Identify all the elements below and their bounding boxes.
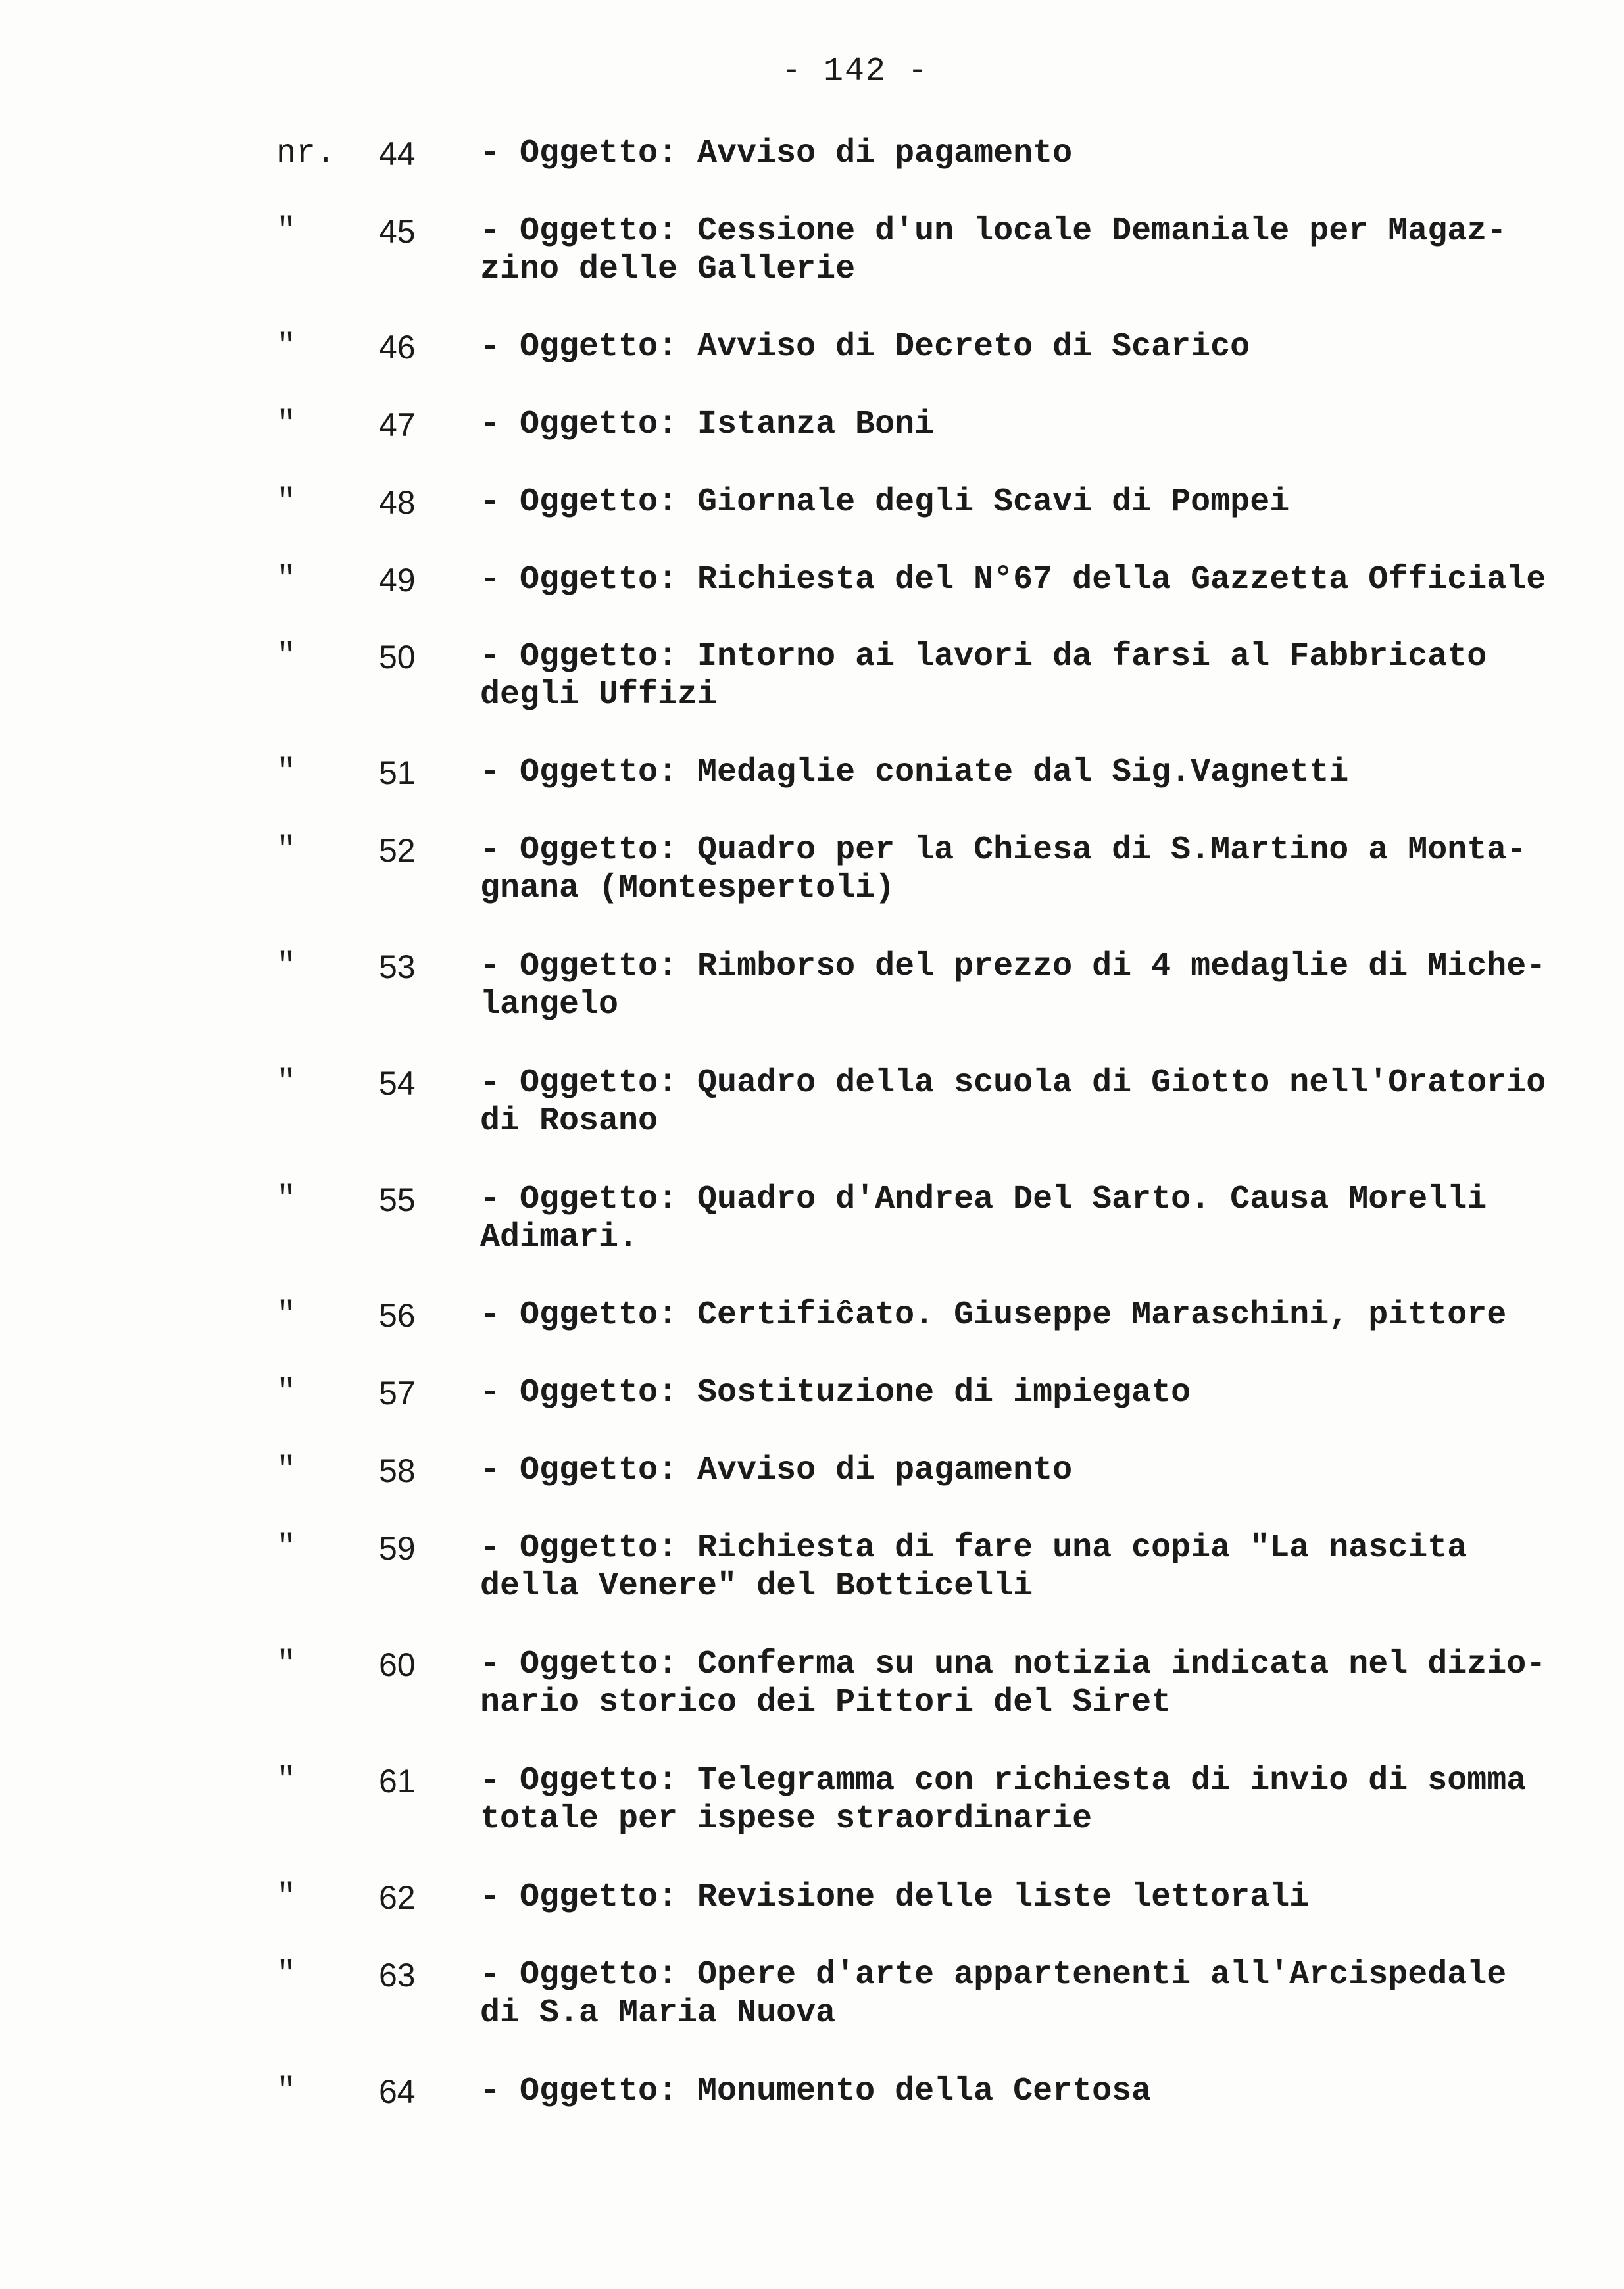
entry-subject-line: - Oggetto: Quadro d'Andrea Del Sarto. Causa Morelli (480, 1181, 1487, 1218)
entry-number: 58 (379, 1452, 416, 1489)
page-number: - 142 - (781, 53, 929, 90)
entry-subject (480, 483, 1552, 522)
entry-subject-line: - Oggetto: Quadro della scuola di Giotto nell'Oratorio (480, 1064, 1546, 1102)
entry-subject (480, 638, 1552, 714)
entry-subject-line: - Oggetto: Medaglie coniate dal Sig.Vagnetti (480, 754, 1349, 791)
entry-subject-line: - Oggetto: Giornale degli Scavi di Pompei (480, 483, 1290, 521)
entry-prefix: " (276, 328, 297, 366)
entry-subject-line: - Oggetto: Certifiĉato. Giuseppe Maraschini, pittore (480, 1296, 1507, 1334)
entry-prefix: " (276, 1529, 297, 1567)
entry-number: 46 (379, 329, 416, 366)
entry-number: 52 (379, 832, 416, 869)
entry-subject-line: langelo (480, 986, 619, 1023)
entry-subject (480, 754, 1552, 792)
entry-subject (480, 948, 1552, 1024)
entry-subject (480, 1762, 1552, 1838)
entry-prefix: " (276, 754, 297, 791)
entry-subject-line: - Oggetto: Monumento della Certosa (480, 2073, 1152, 2110)
entry-number: 44 (379, 135, 416, 172)
entry-subject-line: di Rosano (480, 1102, 658, 1140)
entry-subject-line: - Oggetto: Opere d'arte appartenenti all'Arcispedale (480, 1956, 1507, 1994)
entry-subject (480, 831, 1552, 908)
entry-subject-line: Adimari. (480, 1219, 639, 1256)
entry-subject (480, 1956, 1552, 2032)
entry-subject (480, 135, 1552, 173)
entry-prefix: " (276, 483, 297, 521)
entry-number: 62 (379, 1879, 416, 1916)
entry-subject-line: - Oggetto: Cessione d'un locale Demaniale per Magaz- (480, 212, 1507, 250)
entry-subject (480, 2073, 1552, 2111)
entry-prefix: " (276, 1296, 297, 1334)
entry-prefix: " (276, 1956, 297, 1994)
entry-number: 45 (379, 213, 416, 250)
entry-subject-line: - Oggetto: Conferma su una notizia indicata nel dizio- (480, 1646, 1546, 1683)
entry-prefix: " (276, 406, 297, 443)
entry-subject-line: gnana (Montespertoli) (480, 870, 895, 907)
entry-subject (480, 1879, 1552, 1917)
entry-subject (480, 1646, 1552, 1722)
entry-prefix: " (276, 1181, 297, 1218)
entry-prefix: " (276, 1452, 297, 1489)
entry-subject-line: - Oggetto: Istanza Boni (480, 406, 935, 443)
entry-prefix: " (276, 638, 297, 676)
entry-subject (480, 1181, 1552, 1257)
entry-prefix: " (276, 561, 297, 599)
entry-subject-line: della Venere" del Botticelli (480, 1567, 1033, 1605)
entry-prefix: " (276, 1646, 297, 1683)
entry-number: 56 (379, 1297, 416, 1334)
entry-subject-line: - Oggetto: Sostituzione di impiegato (480, 1374, 1191, 1412)
entry-number: 53 (379, 948, 416, 985)
entry-number: 55 (379, 1181, 416, 1218)
entry-prefix: " (276, 1879, 297, 1916)
entry-subject-line: - Oggetto: Telegramma con richiesta di invio di somma (480, 1762, 1527, 1800)
entry-number: 51 (379, 754, 416, 791)
entry-prefix: " (276, 212, 297, 250)
entry-subject-line: - Oggetto: Revisione delle liste lettorali (480, 1879, 1310, 1916)
entry-subject (480, 1374, 1552, 1412)
entry-subject-line: - Oggetto: Richiesta del N°67 della Gazzetta Officiale (480, 561, 1546, 599)
entry-subject (480, 212, 1552, 289)
entry-number: 47 (379, 406, 416, 443)
entry-subject (480, 1529, 1552, 1606)
entry-subject (480, 1452, 1552, 1490)
entry-number: 59 (379, 1530, 416, 1567)
entry-subject-line: totale per ispese straordinarie (480, 1800, 1093, 1838)
entry-number: 64 (379, 2073, 416, 2110)
entry-prefix: " (276, 1064, 297, 1102)
entry-prefix: " (276, 831, 297, 869)
entry-number: 57 (379, 1375, 416, 1412)
entry-subject (480, 406, 1552, 444)
entry-subject (480, 561, 1552, 599)
entry-number: 61 (379, 1763, 416, 1800)
entry-prefix: " (276, 1374, 297, 1412)
entry-number: 60 (379, 1646, 416, 1683)
entry-subject (480, 1296, 1552, 1335)
entry-number: 50 (379, 639, 416, 676)
entry-subject-line: nario storico dei Pittori del Siret (480, 1684, 1171, 1721)
entry-number: 54 (379, 1065, 416, 1102)
entry-number: 49 (379, 562, 416, 599)
entry-number: 63 (379, 1957, 416, 1994)
entry-subject-line: zino delle Gallerie (480, 251, 856, 288)
entry-subject (480, 328, 1552, 366)
entry-number: 48 (379, 484, 416, 521)
entry-subject-line: degli Uffizi (480, 676, 718, 714)
entry-subject-line: - Oggetto: Avviso di pagamento (480, 1452, 1073, 1489)
entry-subject-line: - Oggetto: Intorno ai lavori da farsi al Fabbricato (480, 638, 1487, 676)
entry-subject-line: - Oggetto: Avviso di pagamento (480, 135, 1073, 172)
entry-prefix: " (276, 948, 297, 985)
entry-subject-line: - Oggetto: Quadro per la Chiesa di S.Martino a Monta- (480, 831, 1527, 869)
entry-subject (480, 1064, 1552, 1141)
entry-prefix: " (276, 1762, 297, 1800)
entry-subject-line: - Oggetto: Avviso di Decreto di Scarico (480, 328, 1250, 366)
entry-prefix: nr. (276, 135, 336, 172)
entry-subject-line: - Oggetto: Rimborso del prezzo di 4 medaglie di Miche- (480, 948, 1546, 985)
entry-subject-line: - Oggetto: Richiesta di fare una copia "La nascita (480, 1529, 1467, 1567)
entry-subject-line: di S.a Maria Nuova (480, 1994, 836, 2032)
entry-prefix: " (276, 2073, 297, 2110)
